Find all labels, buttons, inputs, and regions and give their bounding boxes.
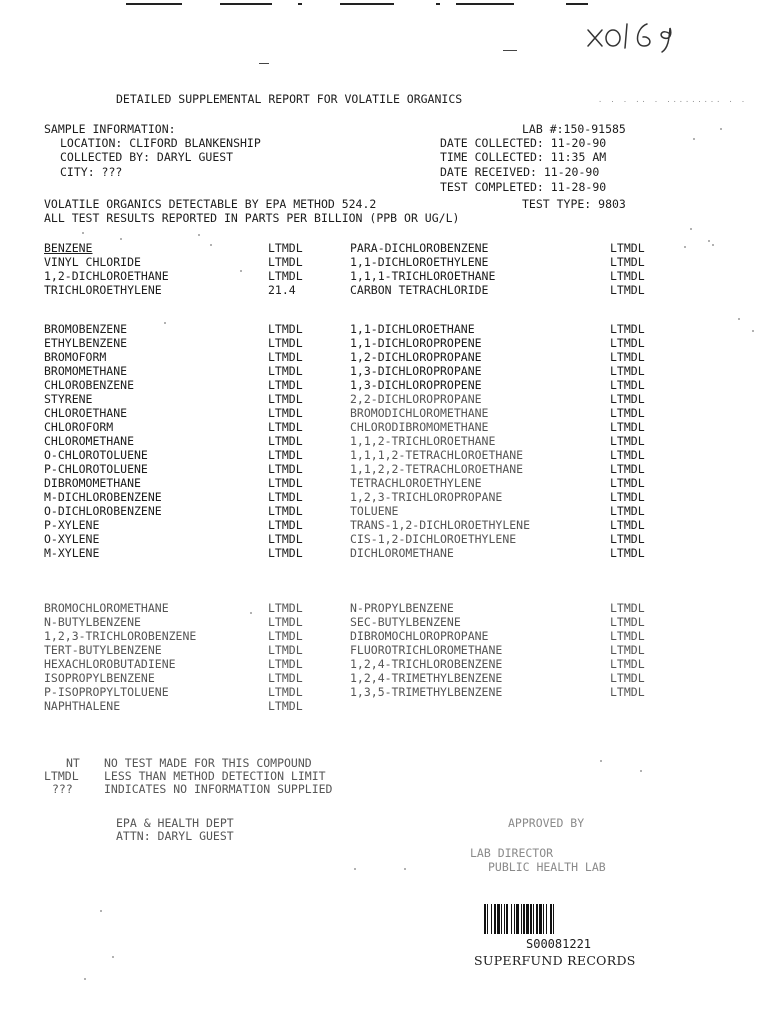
compound-name: BROMOMETHANE <box>44 364 128 378</box>
result-row <box>44 420 684 434</box>
collected-by-line: COLLECTED BY: DARYL GUEST <box>60 150 234 164</box>
date-received: DATE RECEIVED: 11-20-90 <box>440 165 600 179</box>
scan-speck <box>752 330 754 332</box>
scan-speck <box>690 228 692 230</box>
compound-result: LTMDL <box>610 406 645 420</box>
compound-name: O-CHLOROTOLUENE <box>44 448 148 462</box>
compound-result: LTMDL <box>268 269 303 283</box>
compound-result: LTMDL <box>610 504 645 518</box>
result-row <box>44 336 684 350</box>
compound-name: DIBROMOCHLOROPROPANE <box>350 629 489 643</box>
scan-speck <box>640 770 642 772</box>
compound-name: FLUOROTRICHLOROMETHANE <box>350 643 503 657</box>
compound-name: 1,3-DICHLOROPROPENE <box>350 378 482 392</box>
reviewer-line-3: PUBLIC HEALTH LAB <box>488 860 606 874</box>
compound-result: LTMDL <box>610 615 645 629</box>
compound-name: O-DICHLOROBENZENE <box>44 504 162 518</box>
scan-speck <box>120 238 122 240</box>
compound-result: LTMDL <box>610 671 645 685</box>
compound-result: LTMDL <box>610 434 645 448</box>
compound-result: LTMDL <box>268 546 303 560</box>
result-row <box>44 283 684 297</box>
compound-name: TOLUENE <box>350 504 399 518</box>
compound-result: LTMDL <box>268 657 303 671</box>
compound-result: LTMDL <box>268 322 303 336</box>
units-line: ALL TEST RESULTS REPORTED IN PARTS PER BILLION (PPB OR UG/L) <box>44 211 460 225</box>
scan-speck <box>250 612 252 614</box>
result-row <box>44 462 684 476</box>
compound-name: 1,3-DICHLOROPROPANE <box>350 364 482 378</box>
legend-code: LTMDL <box>44 769 79 783</box>
result-row <box>44 504 684 518</box>
compound-name: HEXACHLOROBUTADIENE <box>44 657 176 671</box>
barcode-bar <box>497 904 500 934</box>
compound-result: LTMDL <box>268 615 303 629</box>
result-row <box>44 518 684 532</box>
compound-name: BROMODICHLOROMETHANE <box>350 406 489 420</box>
barcode-bar <box>504 904 505 934</box>
barcode-bar <box>530 904 532 934</box>
compound-result: LTMDL <box>268 420 303 434</box>
compound-name: 1,1,1,2-TETRACHLOROETHANE <box>350 448 524 462</box>
compound-name: CHLOROFORM <box>44 420 114 434</box>
scan-speck <box>100 910 102 912</box>
scan-speck <box>404 868 406 870</box>
legend-text: INDICATES NO INFORMATION SUPPLIED <box>104 782 333 796</box>
compound-name: 1,2,4-TRIMETHYLBENZENE <box>350 671 503 685</box>
stray-mark <box>503 50 517 51</box>
barcode-bar <box>516 904 519 934</box>
compound-name: 2,2-DICHLOROPROPANE <box>350 392 482 406</box>
compound-result: LTMDL <box>268 336 303 350</box>
barcode-bar <box>521 904 522 934</box>
result-row <box>44 350 684 364</box>
compound-name: SEC-BUTYLBENZENE <box>350 615 461 629</box>
barcode-bar <box>533 904 534 934</box>
compound-result: LTMDL <box>268 643 303 657</box>
compound-result: LTMDL <box>268 378 303 392</box>
result-row <box>44 269 684 283</box>
compound-result: LTMDL <box>268 462 303 476</box>
compound-result: LTMDL <box>610 643 645 657</box>
test-completed: TEST COMPLETED: 11-28-90 <box>440 180 607 194</box>
compound-result: LTMDL <box>610 269 645 283</box>
compound-name: 1,1,2,2-TETRACHLOROETHANE <box>350 462 524 476</box>
compound-name: ISOPROPYLBENZENE <box>44 671 155 685</box>
scan-speck <box>600 760 602 762</box>
compound-name: TRANS-1,2-DICHLOROETHYLENE <box>350 518 531 532</box>
superfund-records-stamp: SUPERFUND RECORDS <box>474 953 636 968</box>
compound-result: LTMDL <box>610 490 645 504</box>
compound-name: P-ISOPROPYLTOLUENE <box>44 685 169 699</box>
compound-name: STYRENE <box>44 392 93 406</box>
compound-result: LTMDL <box>268 364 303 378</box>
compound-result: LTMDL <box>610 462 645 476</box>
compound-result: LTMDL <box>268 476 303 490</box>
compound-result: LTMDL <box>268 434 303 448</box>
compound-result: LTMDL <box>268 601 303 615</box>
scan-speck <box>210 244 212 246</box>
compound-result: LTMDL <box>610 629 645 643</box>
compound-name: DIBROMOMETHANE <box>44 476 141 490</box>
compound-result: LTMDL <box>610 601 645 615</box>
scan-speck <box>112 956 114 958</box>
barcode-bar <box>501 904 502 934</box>
barcode-bar <box>487 904 488 934</box>
compound-name: VINYL CHLORIDE <box>44 255 141 269</box>
result-row <box>44 601 684 615</box>
compound-result: LTMDL <box>610 518 645 532</box>
compound-result: LTMDL <box>268 504 303 518</box>
compound-name: M-DICHLOROBENZENE <box>44 490 162 504</box>
document-number: S00081221 <box>526 937 592 951</box>
compound-name: P-CHLOROTOLUENE <box>44 462 148 476</box>
compound-name: CHLOROMETHANE <box>44 434 135 448</box>
compound-name: CIS-1,2-DICHLOROETHYLENE <box>350 532 517 546</box>
compound-result: LTMDL <box>268 671 303 685</box>
handwritten-doc-id <box>584 18 680 54</box>
date-collected: DATE COLLECTED: 11-20-90 <box>440 136 607 150</box>
compound-name: CHLORODIBROMOMETHANE <box>350 420 489 434</box>
compound-result: LTMDL <box>268 392 303 406</box>
result-row <box>44 629 684 643</box>
compound-name: 1,2-DICHLOROETHANE <box>44 269 169 283</box>
barcode-bar <box>506 904 508 934</box>
compound-name: BROMOCHLOROMETHANE <box>44 601 169 615</box>
compound-name: CHLOROETHANE <box>44 406 128 420</box>
compound-result: LTMDL <box>610 657 645 671</box>
compound-result: LTMDL <box>268 490 303 504</box>
compound-name: CARBON TETRACHLORIDE <box>350 283 489 297</box>
barcode-bar <box>526 904 529 934</box>
scan-speck <box>164 322 166 324</box>
result-row <box>44 241 684 255</box>
compound-name: 1,1,1-TRICHLOROETHANE <box>350 269 496 283</box>
compound-name: BENZENE <box>44 241 93 255</box>
legend-text: LESS THAN METHOD DETECTION LIMIT <box>104 769 326 783</box>
result-row <box>44 546 684 560</box>
barcode-bar <box>514 904 515 934</box>
compound-result: LTMDL <box>610 336 645 350</box>
reviewer-line-2: LAB DIRECTOR <box>470 846 554 860</box>
compound-name: BROMOFORM <box>44 350 107 364</box>
barcode-bar <box>536 904 538 934</box>
scan-speck <box>693 138 695 140</box>
result-row <box>44 671 684 685</box>
compound-name: NAPHTHALENE <box>44 699 121 713</box>
compound-result: LTMDL <box>268 629 303 643</box>
result-row <box>44 406 684 420</box>
addressee-line-2: ATTN: DARYL GUEST <box>116 829 234 843</box>
result-row <box>44 685 684 699</box>
compound-result: LTMDL <box>268 406 303 420</box>
compound-result: LTMDL <box>268 685 303 699</box>
barcode-bar <box>553 904 554 934</box>
compound-result: LTMDL <box>610 255 645 269</box>
result-row <box>44 657 684 671</box>
compound-name: 1,2,3-TRICHLOROBENZENE <box>44 629 197 643</box>
compound-name: 1,1-DICHLOROPROPENE <box>350 336 482 350</box>
scan-speck <box>738 318 740 320</box>
compound-result: LTMDL <box>268 699 303 713</box>
compound-result: LTMDL <box>610 378 645 392</box>
barcode-bar <box>546 904 547 934</box>
barcode <box>484 904 642 934</box>
compound-name: 1,1-DICHLOROETHANE <box>350 322 475 336</box>
barcode-bar <box>484 904 486 934</box>
scan-speck <box>708 240 710 242</box>
lab-number: LAB #:150-91585 <box>522 122 626 136</box>
scan-speck <box>684 246 686 248</box>
result-row <box>44 643 684 657</box>
compound-result: LTMDL <box>610 322 645 336</box>
scan-speck <box>240 270 242 272</box>
compound-result: LTMDL <box>268 448 303 462</box>
result-row <box>44 434 684 448</box>
result-row <box>44 364 684 378</box>
compound-result: LTMDL <box>268 532 303 546</box>
legend-text: NO TEST MADE FOR THIS COMPOUND <box>104 756 312 770</box>
compound-name: 1,2,4-TRICHLOROBENZENE <box>350 657 503 671</box>
barcode-bar <box>511 904 512 934</box>
compound-result: LTMDL <box>610 350 645 364</box>
city-line: CITY: ??? <box>60 165 123 179</box>
compound-result: LTMDL <box>268 255 303 269</box>
barcode-bar <box>543 904 544 934</box>
compound-name: P-XYLENE <box>44 518 100 532</box>
legend-code: NT <box>66 756 80 770</box>
sample-info-heading: SAMPLE INFORMATION: <box>44 122 176 136</box>
compound-result: LTMDL <box>610 241 645 255</box>
compound-name: DICHLOROMETHANE <box>350 546 454 560</box>
compound-result: LTMDL <box>610 448 645 462</box>
compound-name: 1,2-DICHLOROPROPANE <box>350 350 482 364</box>
result-row <box>44 448 684 462</box>
addressee-line-1: EPA & HEALTH DEPT <box>116 816 234 830</box>
compound-name: BROMOBENZENE <box>44 322 128 336</box>
compound-name: M-XYLENE <box>44 546 100 560</box>
scan-speck <box>198 234 200 236</box>
compound-name: TERT-BUTYLBENZENE <box>44 643 162 657</box>
result-row <box>44 615 684 629</box>
test-type: TEST TYPE: 9803 <box>522 197 626 211</box>
compound-name: CHLOROBENZENE <box>44 378 135 392</box>
noise-dots: . . . .. . ......... . . <box>598 96 748 104</box>
result-row <box>44 255 684 269</box>
compound-result: LTMDL <box>268 350 303 364</box>
compound-name: 1,3,5-TRIMETHYLBENZENE <box>350 685 503 699</box>
compound-name: TRICHLOROETHYLENE <box>44 283 162 297</box>
barcode-bar <box>539 904 542 934</box>
reviewer-line-1: APPROVED BY <box>508 816 585 830</box>
compound-result: LTMDL <box>610 476 645 490</box>
barcode-bar <box>494 904 496 934</box>
scan-speck <box>720 128 722 130</box>
compound-name: ETHYLBENZENE <box>44 336 128 350</box>
result-row <box>44 392 684 406</box>
compound-name: 1,2,3-TRICHLOROPROPANE <box>350 490 503 504</box>
compound-name: N-PROPYLBENZENE <box>350 601 454 615</box>
compound-result: LTMDL <box>610 546 645 560</box>
result-row <box>44 532 684 546</box>
time-collected: TIME COLLECTED: 11:35 AM <box>440 150 607 164</box>
compound-result: 21.4 <box>268 283 296 297</box>
compound-result: LTMDL <box>610 532 645 546</box>
compound-name: 1,1-DICHLOROETHYLENE <box>350 255 489 269</box>
scan-speck <box>84 978 86 980</box>
result-row <box>44 476 684 490</box>
compound-result: LTMDL <box>268 518 303 532</box>
result-row <box>44 490 684 504</box>
result-row <box>44 699 684 713</box>
report-title: DETAILED SUPPLEMENTAL REPORT FOR VOLATILE ORGANICS <box>116 92 463 106</box>
barcode-bar <box>491 904 492 934</box>
location-line: LOCATION: CLIFORD BLANKENSHIP <box>60 136 261 150</box>
compound-name: PARA-DICHLOROBENZENE <box>350 241 489 255</box>
compound-result: LTMDL <box>610 685 645 699</box>
barcode-bar <box>550 904 552 934</box>
compound-name: N-BUTYLBENZENE <box>44 615 141 629</box>
barcode-bar <box>523 904 525 934</box>
scan-speck <box>82 232 84 234</box>
compound-name: O-XYLENE <box>44 532 100 546</box>
result-row <box>44 378 684 392</box>
compound-result: LTMDL <box>610 392 645 406</box>
result-row <box>44 322 684 336</box>
compound-name: TETRACHLOROETHYLENE <box>350 476 482 490</box>
scan-speck <box>354 868 356 870</box>
compound-result: LTMDL <box>610 283 645 297</box>
method-line: VOLATILE ORGANICS DETECTABLE BY EPA METHOD 524.2 <box>44 197 377 211</box>
compound-result: LTMDL <box>610 420 645 434</box>
compound-name: 1,1,2-TRICHLOROETHANE <box>350 434 496 448</box>
stray-mark <box>259 63 269 64</box>
legend-code: ??? <box>52 782 73 796</box>
scan-speck <box>712 244 714 246</box>
compound-result: LTMDL <box>610 364 645 378</box>
compound-result: LTMDL <box>268 241 303 255</box>
